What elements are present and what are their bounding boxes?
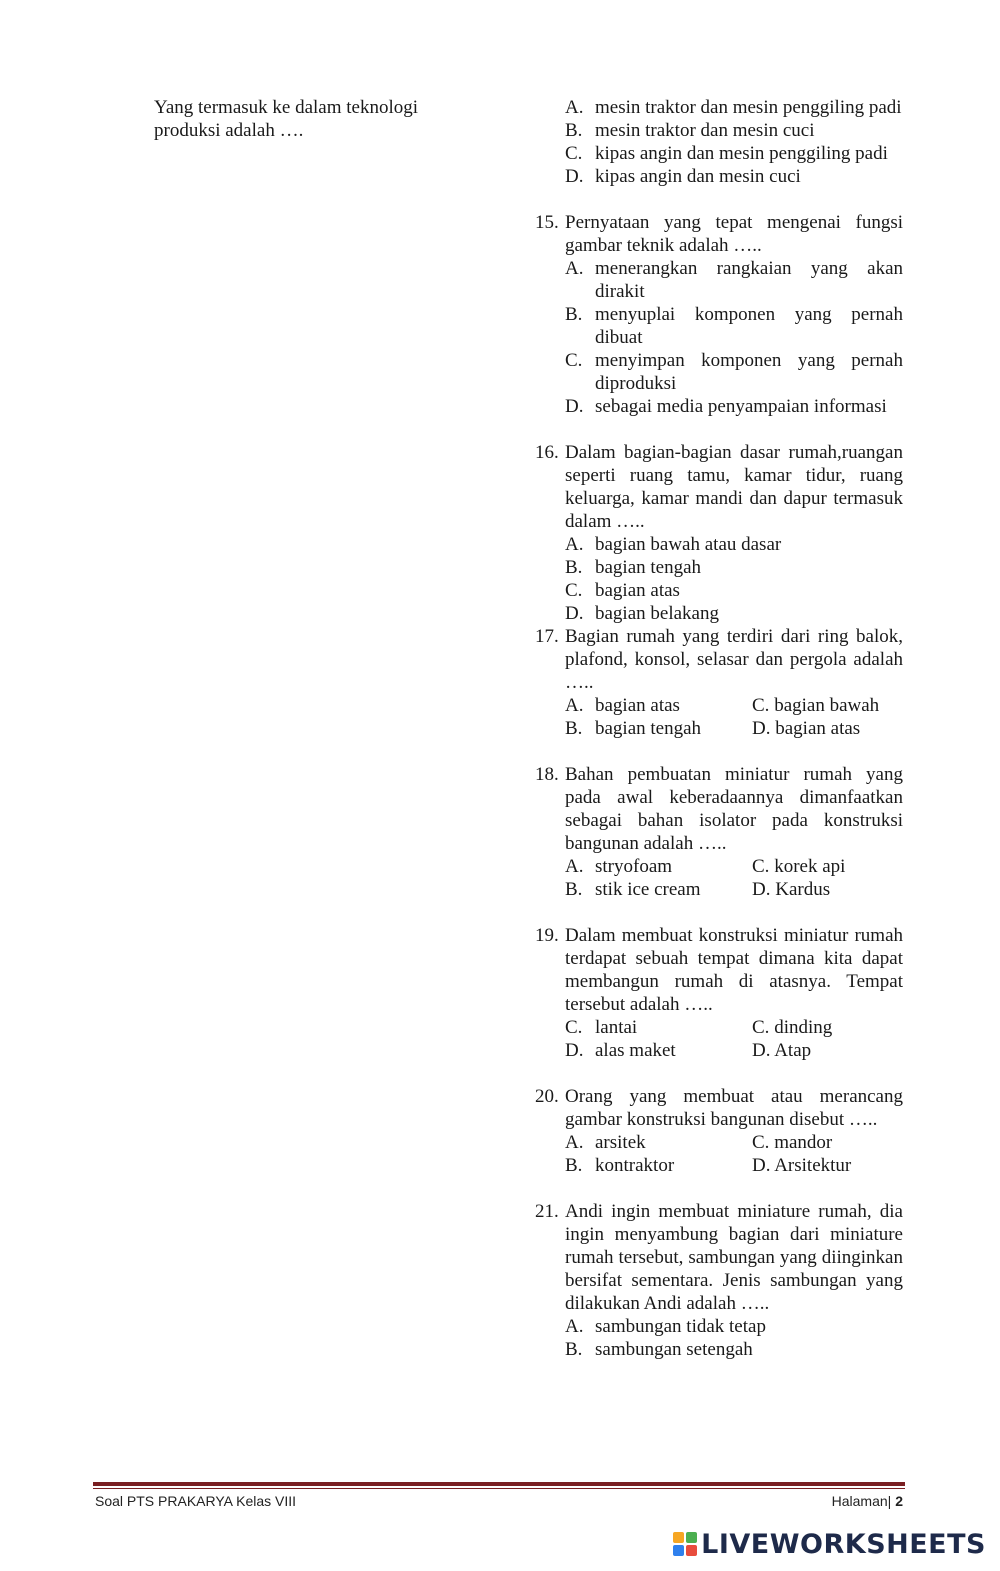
- intro-question-line1: Yang termasuk ke dalam teknologi: [154, 97, 419, 118]
- option-c[interactable]: C. bagian atas: [565, 580, 680, 601]
- option-c[interactable]: C. bagian bawah: [752, 695, 880, 716]
- option-d[interactable]: D. alas maket: [565, 1040, 676, 1061]
- option-b[interactable]: B. menyuplai komponen yang pernah dibuat: [565, 304, 903, 348]
- page-number: 2: [895, 1493, 903, 1509]
- question-options: [565, 1016, 903, 1062]
- option-a[interactable]: A. bagian atas: [565, 695, 680, 716]
- option-d[interactable]: D. sebagai media penyampaian informasi: [565, 396, 887, 417]
- option-b[interactable]: B. kontraktor: [565, 1155, 675, 1176]
- option-c[interactable]: C. kipas angin dan mesin penggiling padi: [565, 143, 888, 164]
- question-20: [535, 1085, 903, 1177]
- option-a[interactable]: A. sambungan tidak tetap: [565, 1316, 766, 1337]
- question-options: [565, 694, 903, 740]
- option-c-2[interactable]: C. dinding: [752, 1017, 833, 1038]
- questions-column: [535, 96, 903, 1361]
- question-options: [565, 1131, 903, 1177]
- question-options: [565, 533, 903, 625]
- option-b[interactable]: B. mesin traktor dan mesin cuci: [565, 120, 815, 141]
- option-b[interactable]: B. bagian tengah: [565, 557, 702, 578]
- question-text: Dalam membuat konstruksi miniatur rumah terdapat sebuah tempat dimana kita dapat membangun rumah di atasnya. Tempat tersebut adalah …..: [565, 925, 903, 1015]
- question-number: 19.: [535, 925, 559, 946]
- intro-options: [565, 96, 903, 188]
- option-a[interactable]: A. menerangkan rangkaian yang akan dirakit: [565, 258, 903, 302]
- liveworksheets-watermark[interactable]: [673, 1526, 986, 1562]
- option-d-2[interactable]: D. Atap: [752, 1040, 812, 1061]
- liveworksheets-logo-icon: [673, 1532, 697, 1556]
- question-21: [535, 1200, 903, 1361]
- option-a[interactable]: A. arsitek: [565, 1132, 646, 1153]
- footer-divider-thin: [93, 1488, 905, 1489]
- option-a[interactable]: A. mesin traktor dan mesin penggiling padi: [565, 97, 902, 118]
- option-c[interactable]: C. mandor: [752, 1132, 833, 1153]
- intro-question-line2: produksi adalah ….: [154, 120, 304, 141]
- question-16: [535, 441, 903, 625]
- option-b[interactable]: B. bagian tengah: [565, 718, 702, 739]
- option-d[interactable]: D. Arsitektur: [752, 1155, 852, 1176]
- footer-title: Soal PTS PRAKARYA Kelas VIII: [95, 1493, 297, 1509]
- question-text: Pernyataan yang tepat mengenai fungsi gambar teknik adalah …..: [565, 212, 903, 256]
- question-number: 15.: [535, 212, 559, 233]
- question-18: [535, 763, 903, 901]
- question-15: [535, 211, 903, 418]
- page-indicator: [832, 1493, 903, 1509]
- watermark-text: LIVEWORKSHEETS: [701, 1528, 986, 1560]
- option-c[interactable]: C. menyimpan komponen yang pernah diproduksi: [565, 350, 903, 394]
- question-number: 20.: [535, 1086, 559, 1107]
- question-options: [565, 1315, 903, 1361]
- question-number: 16.: [535, 442, 559, 463]
- question-number: 18.: [535, 764, 559, 785]
- question-text: Dalam bagian-bagian dasar rumah,ruangan seperti ruang tamu, kamar tidur, ruang keluarga, kamar mandi dan dapur termasuk dalam …..: [565, 442, 903, 532]
- option-d[interactable]: D. Kardus: [752, 879, 831, 900]
- option-d[interactable]: D. bagian atas: [752, 718, 861, 739]
- question-17: [535, 625, 903, 740]
- option-d[interactable]: D. bagian belakang: [565, 603, 719, 624]
- question-text: Bagian rumah yang terdiri dari ring balok, plafond, konsol, selasar dan pergola adalah …..: [565, 626, 903, 693]
- question-number: 17.: [535, 626, 559, 647]
- question-19: [535, 924, 903, 1062]
- option-c[interactable]: C. korek api: [752, 856, 846, 877]
- question-number: 21.: [535, 1201, 559, 1222]
- option-c[interactable]: C. lantai: [565, 1017, 638, 1038]
- question-options: [565, 257, 903, 418]
- intro-question: [154, 96, 454, 142]
- option-d[interactable]: D. kipas angin dan mesin cuci: [565, 166, 801, 187]
- question-text: Bahan pembuatan miniatur rumah yang pada awal keberadaannya dimanfaatkan sebagai bahan isolator pada konstruksi bangunan adalah …..: [565, 764, 903, 854]
- footer-divider: [93, 1482, 905, 1486]
- question-options: [565, 855, 903, 901]
- option-b[interactable]: B. sambungan setengah: [565, 1339, 753, 1360]
- option-a[interactable]: A. stryofoam: [565, 856, 673, 877]
- option-a[interactable]: A. bagian bawah atau dasar: [565, 534, 782, 555]
- page-label: Halaman|: [831, 1493, 892, 1509]
- question-text: Andi ingin membuat miniature rumah, dia ingin menyambung bagian dari miniature rumah tersebut, sambungan yang diinginkan bersifat sementara. Jenis sambungan yang dilakukan Andi adalah …..: [565, 1201, 903, 1314]
- question-text: Orang yang membuat atau merancang gambar konstruksi bangunan disebut …..: [565, 1086, 903, 1130]
- option-b[interactable]: B. stik ice cream: [565, 879, 701, 900]
